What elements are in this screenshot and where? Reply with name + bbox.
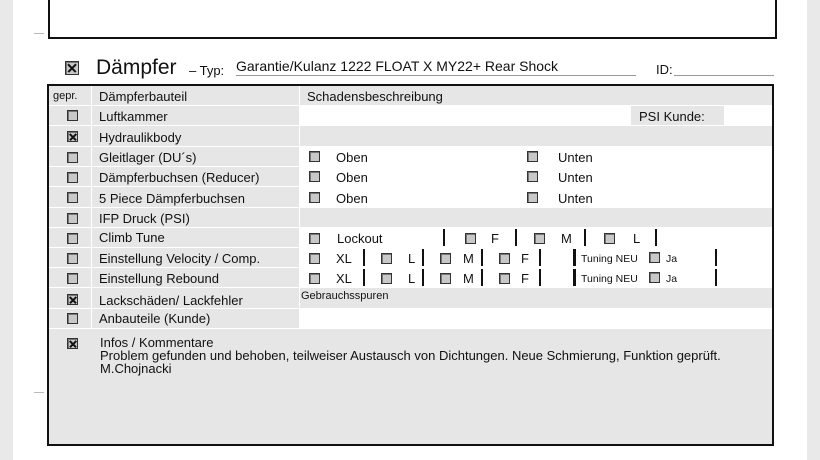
tuning-neu-label: Tuning NEU	[581, 253, 638, 265]
unten-checkbox-icon[interactable]	[527, 192, 538, 203]
row-label: Dämpferbuchsen (Reducer)	[99, 170, 260, 185]
xl-checkbox-icon[interactable]	[309, 253, 320, 264]
damage-field[interactable]	[300, 309, 772, 328]
table-row	[49, 268, 772, 288]
table-row	[49, 187, 772, 208]
row-checkbox-icon[interactable]	[67, 172, 78, 183]
lockout-label: Lockout	[337, 231, 383, 246]
field-divider	[584, 229, 586, 246]
psi-kunde-field[interactable]	[724, 106, 772, 125]
xl-label: XL	[336, 251, 352, 266]
f-label: F	[521, 251, 529, 266]
table-row	[49, 248, 772, 268]
row-label: Einstellung Rebound	[99, 271, 219, 286]
l-checkbox-icon[interactable]	[604, 233, 615, 244]
l-label: L	[633, 231, 641, 246]
table-row	[49, 228, 772, 248]
comments-checkbox-icon[interactable]	[67, 338, 78, 349]
oben-checkbox-icon[interactable]	[309, 171, 320, 182]
oben-label: Oben	[336, 170, 368, 185]
field-divider	[539, 249, 541, 266]
table-header-row	[49, 86, 772, 106]
m-checkbox-icon[interactable]	[534, 233, 545, 244]
f-checkbox-icon[interactable]	[499, 273, 510, 284]
row-checkbox-icon[interactable]	[67, 213, 78, 224]
comments-line-1[interactable]: Problem gefunden und behoben, teilweiser Austausch von Dichtungen. Neue Schmierung, Funktion geprüft.	[100, 348, 721, 363]
row-checkbox-icon[interactable]	[67, 131, 78, 142]
psi-kunde-label: PSI Kunde:	[639, 109, 705, 124]
col-header-damage: Schadensbeschreibung	[307, 89, 443, 104]
ja-label: Ja	[666, 273, 678, 285]
comments-line-2[interactable]: M.Chojnacki	[100, 361, 172, 376]
field-divider	[573, 249, 576, 266]
field-divider	[481, 269, 483, 286]
damper-table	[47, 84, 774, 446]
table-row	[49, 167, 772, 187]
m-label: M	[463, 251, 474, 266]
row-label: Climb Tune	[99, 230, 165, 245]
row-label: Anbauteile (Kunde)	[99, 311, 211, 326]
xl-label: XL	[336, 271, 352, 286]
f-label: F	[521, 271, 529, 286]
ja-checkbox-icon[interactable]	[649, 252, 660, 263]
l-checkbox-icon[interactable]	[381, 273, 392, 284]
table-row	[49, 106, 772, 126]
unten-label: Unten	[558, 150, 593, 165]
m-label: M	[463, 271, 474, 286]
row-checkbox-icon[interactable]	[67, 313, 78, 324]
field-divider	[715, 269, 717, 286]
oben-checkbox-icon[interactable]	[309, 192, 320, 203]
row-checkbox-icon[interactable]	[67, 192, 78, 203]
previous-section-box	[48, 0, 777, 39]
row-label: 5 Piece Dämpferbuchsen	[99, 191, 245, 206]
unten-checkbox-icon[interactable]	[527, 171, 538, 182]
m-checkbox-icon[interactable]	[440, 273, 451, 284]
field-divider	[539, 269, 541, 286]
l-checkbox-icon[interactable]	[381, 253, 392, 264]
row-checkbox-icon[interactable]	[67, 110, 78, 121]
unten-label: Unten	[558, 191, 593, 206]
table-row	[49, 126, 772, 147]
row-checkbox-icon[interactable]	[67, 253, 78, 264]
section-checkbox-icon[interactable]	[65, 61, 79, 75]
field-divider	[363, 249, 365, 266]
field-divider	[573, 269, 576, 286]
f-checkbox-icon[interactable]	[465, 233, 476, 244]
table-row	[49, 208, 772, 228]
field-divider	[715, 249, 717, 266]
row-label: IFP Druck (PSI)	[99, 211, 190, 226]
m-checkbox-icon[interactable]	[440, 253, 451, 264]
l-label: L	[408, 271, 416, 286]
row-label: Einstellung Velocity / Comp.	[99, 251, 261, 266]
row-label: Luftkammer	[99, 109, 168, 124]
field-divider	[363, 269, 365, 286]
row-checkbox-icon[interactable]	[67, 273, 78, 284]
damage-field	[300, 248, 772, 267]
field-divider	[422, 269, 424, 286]
id-label: ID:	[656, 62, 673, 77]
margin-mark	[34, 33, 44, 34]
unten-checkbox-icon[interactable]	[527, 151, 538, 162]
field-divider	[515, 229, 517, 246]
unten-label: Unten	[558, 170, 593, 185]
lockout-checkbox-icon[interactable]	[309, 233, 320, 244]
field-divider	[481, 249, 483, 266]
table-row	[49, 147, 772, 167]
oben-label: Oben	[336, 150, 368, 165]
field-divider	[655, 229, 657, 246]
row-label: Gleitlager (DU´s)	[99, 150, 197, 165]
damage-field	[300, 268, 772, 287]
row-checkbox-icon[interactable]	[67, 294, 78, 305]
section-title: Dämpfer	[96, 56, 177, 79]
col-header-part: Dämpferbauteil	[99, 89, 188, 104]
table-row	[49, 288, 772, 309]
ja-label: Ja	[666, 253, 678, 265]
damage-note[interactable]: Gebrauchsspuren	[301, 290, 389, 302]
xl-checkbox-icon[interactable]	[309, 273, 320, 284]
typ-underline	[236, 75, 636, 76]
ja-checkbox-icon[interactable]	[649, 272, 660, 283]
f-checkbox-icon[interactable]	[499, 253, 510, 264]
oben-checkbox-icon[interactable]	[309, 151, 320, 162]
oben-label: Oben	[336, 191, 368, 206]
id-underline	[674, 75, 774, 76]
damage-field[interactable]	[300, 106, 631, 125]
row-label: Lackschäden/ Lackfehler	[99, 293, 243, 308]
col-header-checked: gepr.	[53, 90, 78, 102]
margin-mark	[34, 392, 44, 393]
row-label: Hydraulikbody	[99, 130, 182, 145]
f-label: F	[491, 231, 499, 246]
row-checkbox-icon[interactable]	[67, 233, 78, 244]
table-row	[49, 309, 772, 329]
row-checkbox-icon[interactable]	[67, 152, 78, 163]
typ-value[interactable]: Garantie/Kulanz 1222 FLOAT X MY22+ Rear Shock	[236, 58, 559, 74]
field-divider	[443, 229, 445, 246]
m-label: M	[561, 231, 572, 246]
typ-label: – Typ:	[189, 63, 225, 78]
field-divider	[422, 249, 424, 266]
comments-label: Infos / Kommentare	[100, 335, 214, 350]
tuning-neu-label: Tuning NEU	[581, 273, 638, 285]
l-label: L	[408, 251, 416, 266]
